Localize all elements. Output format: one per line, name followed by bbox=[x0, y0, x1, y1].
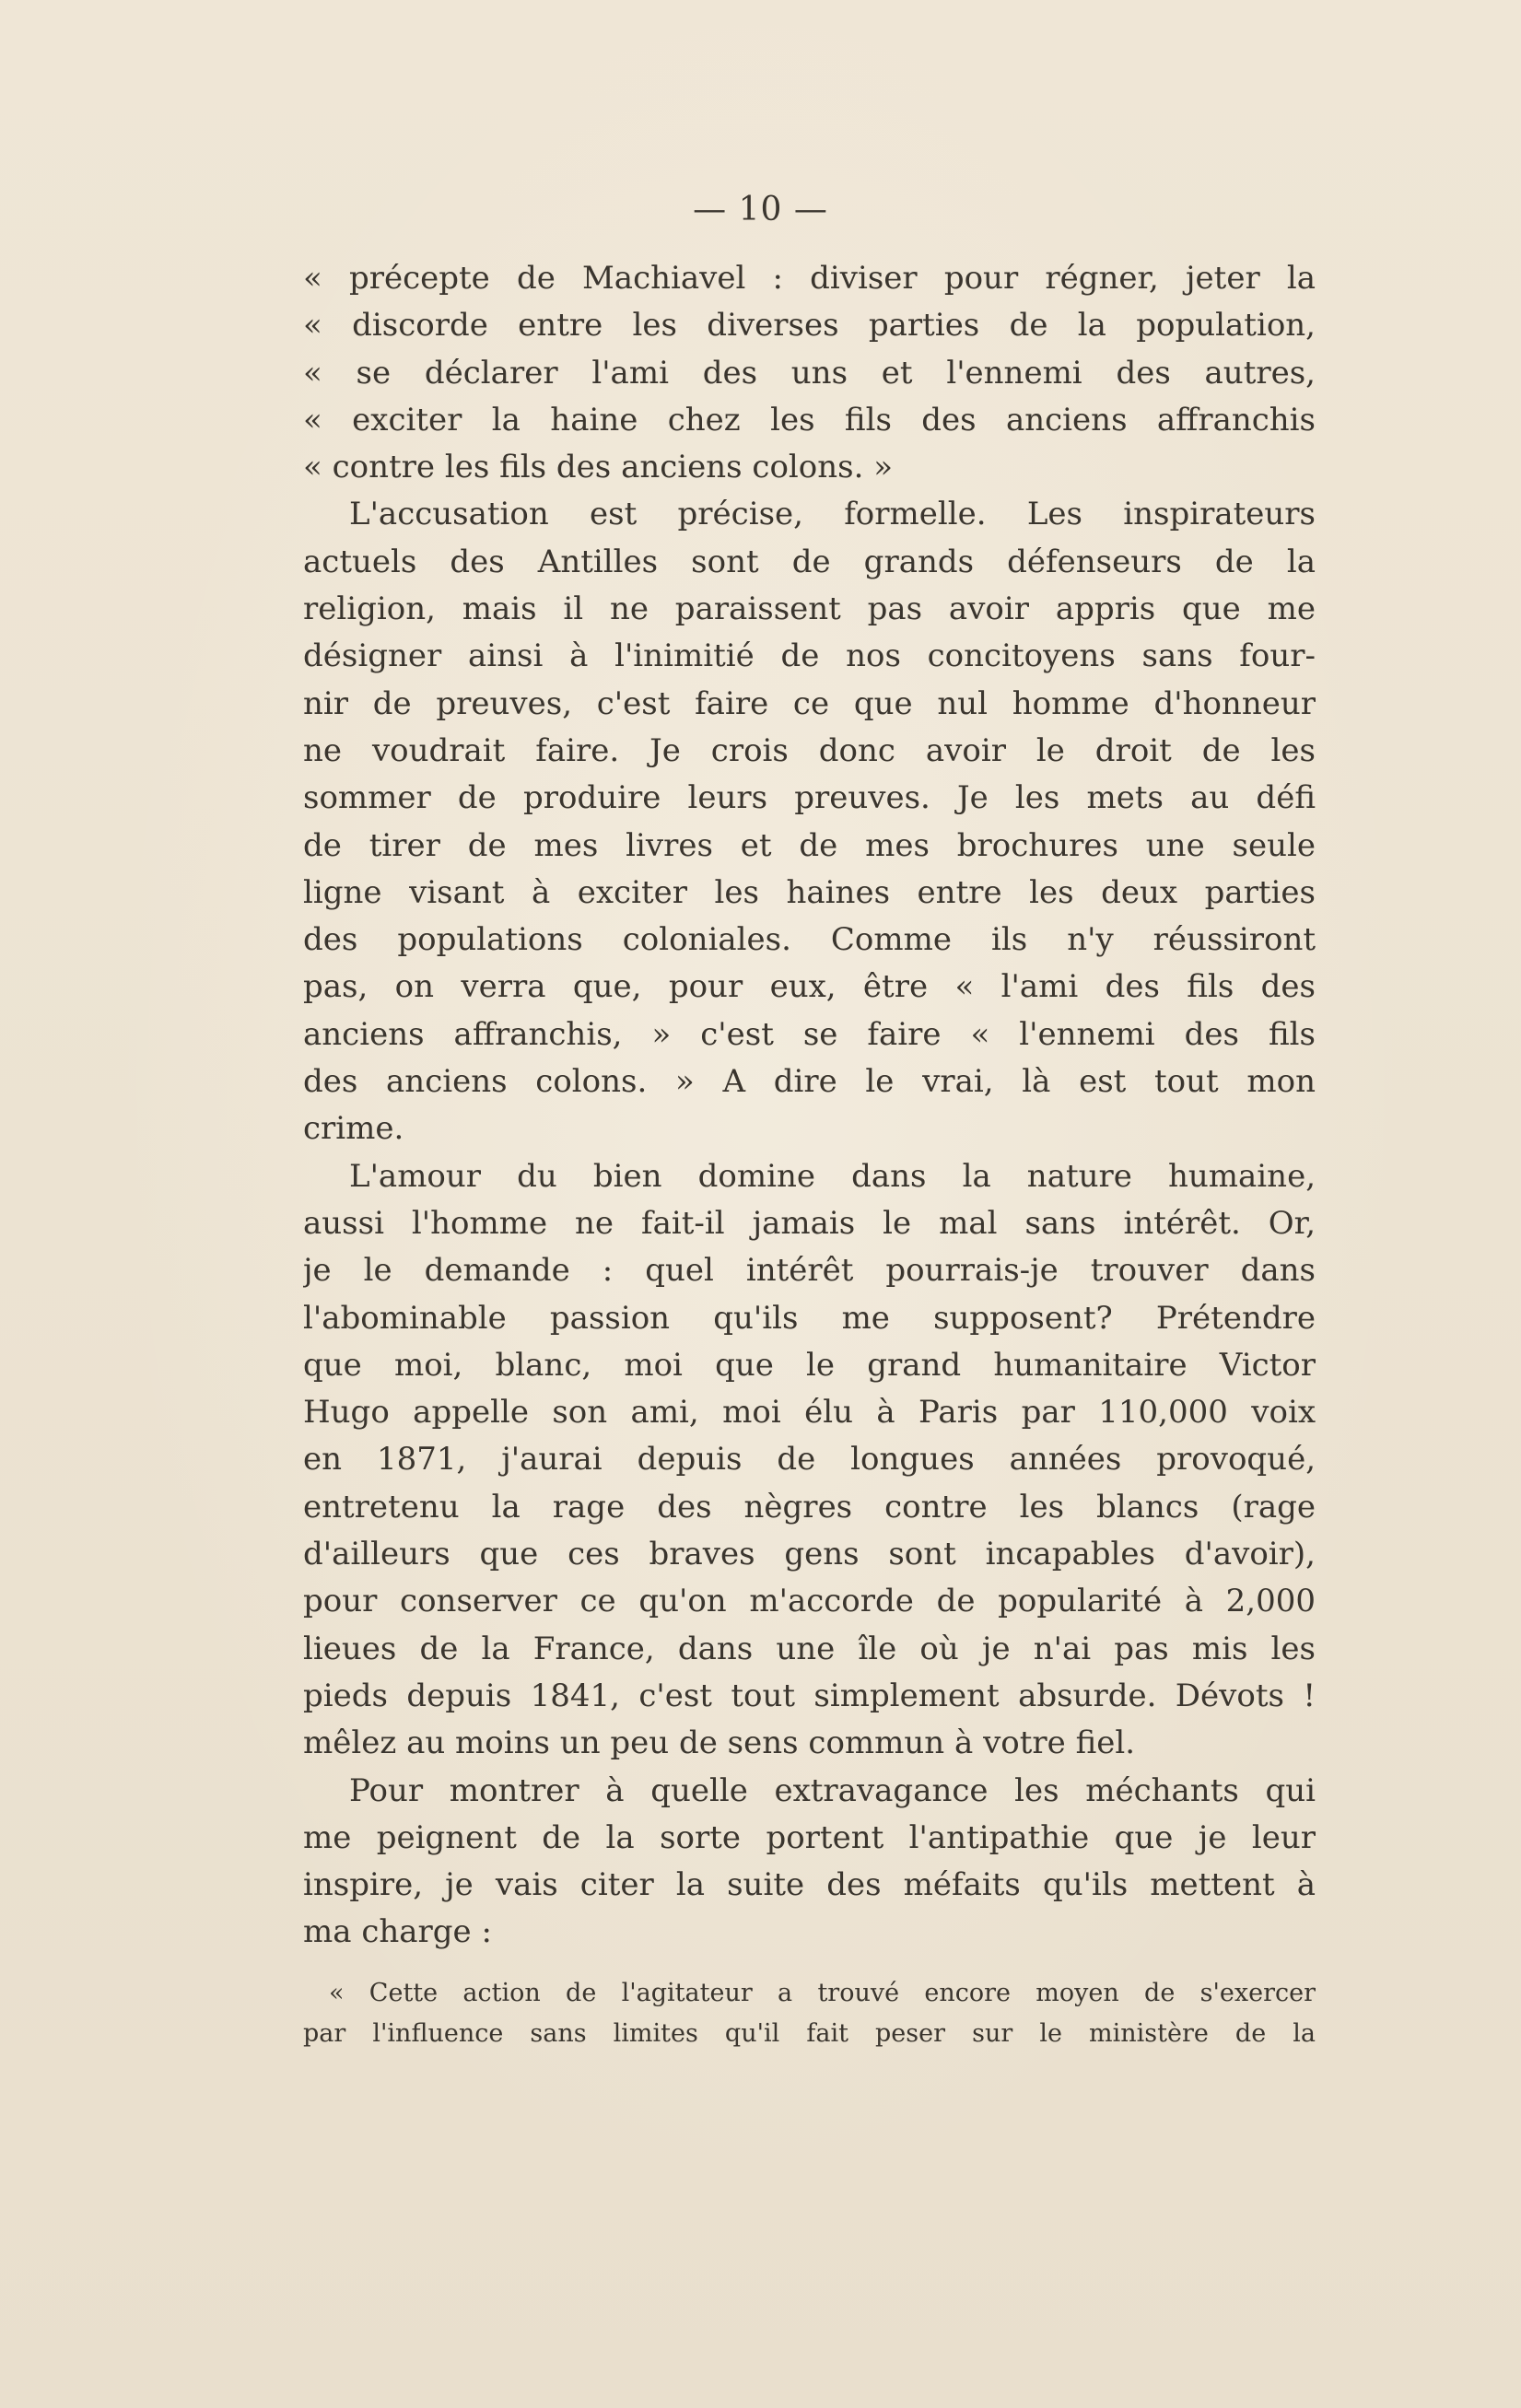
text-line: crime. bbox=[303, 1110, 404, 1148]
text-line: Hugo appelle son ami, moi élu à Paris par 110,000 voix bbox=[303, 1394, 1316, 1432]
text-line: nir de preuves, c'est faire ce que nul homme d'honneur bbox=[303, 684, 1316, 722]
text-line: mêlez au moins un peu de sens commun à votre fiel. bbox=[303, 1724, 1136, 1762]
text-line: me peignent de la sorte portent l'antipathie que je leur bbox=[303, 1818, 1316, 1856]
text-line: L'accusation est précise, formelle. Les inspirateurs bbox=[349, 496, 1316, 533]
text-line: désigner ainsi à l'inimitié de nos concitoyens sans four- bbox=[303, 637, 1316, 675]
text-line: aussi l'homme ne fait-il jamais le mal sans intérêt. Or, bbox=[303, 1204, 1316, 1242]
text-line: que moi, blanc, moi que le grand humanitaire Victor bbox=[303, 1346, 1316, 1384]
text-line: des anciens colons. » A dire le vrai, là est tout mon bbox=[303, 1063, 1316, 1101]
text-line: pour conserver ce qu'on m'accorde de popularité à 2,000 bbox=[303, 1583, 1316, 1620]
text-line: « discorde entre les diverses parties de la population, bbox=[303, 307, 1316, 345]
text-line: ne voudrait faire. Je crois donc avoir le droit de les bbox=[303, 731, 1316, 769]
quoted-note bbox=[303, 1973, 1316, 2054]
text-line: des populations coloniales. Comme ils n'y réussiront bbox=[303, 921, 1316, 959]
text-line: « exciter la haine chez les fils des anciens affranchis bbox=[303, 401, 1316, 438]
note-line: par l'influence sans limites qu'il fait peser sur le ministère de la bbox=[303, 2019, 1316, 2048]
text-line: pas, on verra que, pour eux, être « l'ami des fils des bbox=[303, 968, 1316, 1006]
text-line: je le demande : quel intérêt pourrais-je trouver dans bbox=[303, 1252, 1316, 1290]
text-line: L'amour du bien domine dans la nature humaine, bbox=[349, 1157, 1316, 1195]
page-number: — 10 — bbox=[693, 191, 828, 228]
text-line: de tirer de mes livres et de mes brochures une seule bbox=[303, 826, 1316, 864]
text-line: ligne visant à exciter les haines entre les deux parties bbox=[303, 873, 1316, 911]
text-line: sommer de produire leurs preuves. Je les mets au défi bbox=[303, 779, 1316, 817]
text-line: inspire, je vais citer la suite des méfaits qu'ils mettent à bbox=[303, 1866, 1316, 1904]
text-line: ma charge : bbox=[303, 1913, 492, 1951]
text-line: Pour montrer à quelle extravagance les méchants qui bbox=[349, 1771, 1316, 1809]
text-line: « se déclarer l'ami des uns et l'ennemi des autres, bbox=[303, 354, 1316, 392]
text-line: religion, mais il ne paraissent pas avoir appris que me bbox=[303, 590, 1316, 628]
text-line: d'ailleurs que ces braves gens sont incapables d'avoir), bbox=[303, 1536, 1316, 1573]
text-line: « précepte de Machiavel : diviser pour régner, jeter la bbox=[303, 260, 1316, 297]
text-line: « contre les fils des anciens colons. » bbox=[303, 449, 894, 486]
text-line: anciens affranchis, » c'est se faire « l'ennemi des fils bbox=[303, 1015, 1316, 1053]
note-line: « Cette action de l'agitateur a trouvé encore moyen de s'exercer bbox=[329, 1979, 1316, 2007]
text-line: l'abominable passion qu'ils me supposent? Prétendre bbox=[303, 1299, 1316, 1337]
text-line: entretenu la rage des nègres contre les blancs (rage bbox=[303, 1488, 1316, 1525]
body-text bbox=[303, 255, 1316, 1957]
text-line: actuels des Antilles sont de grands défenseurs de la bbox=[303, 543, 1316, 580]
text-line: pieds depuis 1841, c'est tout simplement absurde. Dévots ! bbox=[303, 1677, 1316, 1714]
text-line: lieues de la France, dans une île où je n'ai pas mis les bbox=[303, 1630, 1316, 1667]
text-line: en 1871, j'aurai depuis de longues années provoqué, bbox=[303, 1441, 1316, 1479]
